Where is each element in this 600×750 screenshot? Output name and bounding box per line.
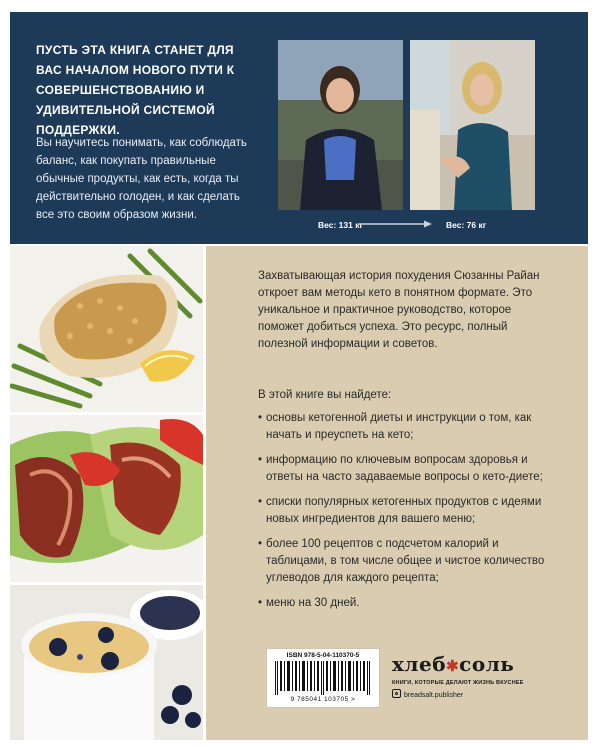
headline: ПУСТЬ ЭТА КНИГА СТАНЕТ ДЛЯ ВАС НАЧАЛОМ НОВОГО ПУТИ К СОВЕРШЕНСТВОВАНИЮ И УДИВИТЕЛЬНОЙ СИСТЕМОЙ ПОДДЕРЖКИ.	[36, 43, 235, 137]
intro-paragraph: Вы научитесь понимать, как соблюдать баланс, как покупать правильные обычные продукты, как есть, когда ты действительно голоден, и как сделать все это своим образом жизни.	[36, 137, 247, 221]
isbn-label: ISBN 978-5-04-110370-5	[286, 652, 360, 659]
list-item-text: более 100 рецептов с подсчетом калорий и таблицами, в том числе общее и чистое количество углеводов для каждого рецепта;	[266, 538, 545, 584]
list-item	[258, 410, 558, 444]
bullet-icon: •	[258, 412, 263, 424]
publisher-logo	[392, 652, 522, 712]
features-list	[258, 410, 558, 620]
after-photo	[410, 40, 535, 210]
food-photo-blt-wraps	[10, 415, 203, 582]
food-photo-blueberry-muffin	[10, 585, 203, 740]
list-item	[258, 595, 558, 612]
list-item	[258, 452, 558, 486]
bullet-icon: •	[258, 538, 263, 550]
list-item-text: информацию по ключевым вопросам здоровья и ответы на часто задаваемые вопросы о кето-диете;	[266, 454, 543, 483]
list-title: В этой книге вы найдете:	[258, 389, 392, 401]
arrow-right-icon	[358, 219, 432, 229]
barcode	[266, 648, 380, 708]
star-icon: ✱	[446, 657, 460, 675]
bullet-icon: •	[258, 454, 263, 466]
publisher-handle: breadsalt.publisher	[392, 689, 463, 699]
list-item	[258, 494, 558, 528]
bullet-icon: •	[258, 496, 263, 508]
barcode-number: 9 785041 103705 >	[290, 696, 356, 703]
food-photo-fish	[10, 246, 203, 412]
list-item-text: списки популярных кетогенных продуктов с идеями новых ингредиентов для вашего меню;	[266, 496, 542, 525]
list-item-text: меню на 30 дней.	[266, 597, 360, 609]
publisher-name: хлеб✱соль	[392, 652, 515, 676]
list-item	[258, 536, 558, 587]
list-item-text: основы кетогенной диеты и инструкции о том, как начать и преуспеть на кето;	[266, 412, 532, 441]
instagram-icon	[392, 689, 401, 698]
weight-before: Вес: 131 кг	[318, 220, 364, 230]
description-intro: Захватывающая история похудения Сюзанны Райан откроет вам методы кето в понятном формате. Это уникальное и практичное руководство, которое поможет добиться успеха. Это ресурс, полный полезной информации и советов.	[258, 270, 540, 350]
weight-after: Вес: 76 кг	[446, 220, 487, 230]
publisher-tagline: КНИГИ, КОТОРЫЕ ДЕЛАЮТ ЖИЗНЬ ВКУСНЕЕ	[392, 680, 524, 686]
bullet-icon: •	[258, 597, 263, 609]
before-photo	[278, 40, 403, 210]
barcode-bars-icon	[275, 661, 371, 695]
